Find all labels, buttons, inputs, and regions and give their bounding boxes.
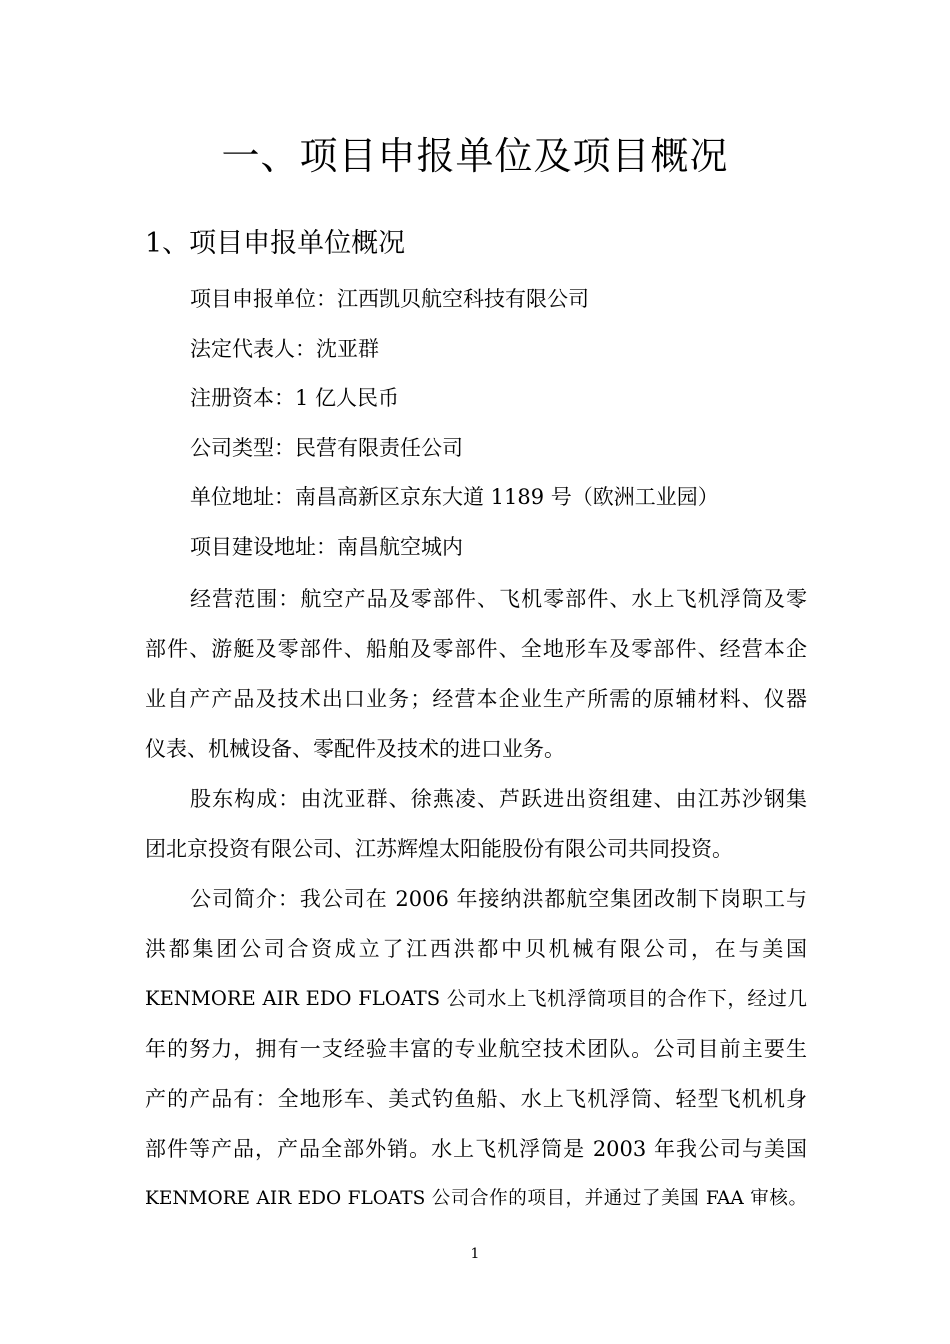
business-scope-line: 部件、游艇及零部件、船舶及零部件、全地形车及零部件、经营本企 (145, 637, 807, 661)
field-applicant: 项目申报单位：江西凯贝航空科技有限公司 (190, 287, 589, 311)
profile-line: 产的产品有：全地形车、美式钓鱼船、水上飞机浮筒、轻型飞机机身 (145, 1087, 807, 1111)
field-legal-representative: 法定代表人：沈亚群 (190, 337, 379, 361)
profile-line: KENMORE AIR EDO FLOATS 公司水上飞机浮筒项目的合作下，经过几 (145, 987, 807, 1010)
profile-line: 洪都集团公司合资成立了江西洪都中贝机械有限公司，在与美国 (145, 937, 807, 961)
page-number: 1 (470, 1246, 480, 1262)
field-registered-capital: 注册资本：1 亿人民币 (190, 386, 400, 410)
profile-line: KENMORE AIR EDO FLOATS 公司合作的项目，并通过了美国 FAA 审核。 (145, 1188, 807, 1209)
field-company-type: 公司类型：民营有限责任公司 (190, 436, 463, 460)
business-scope-line: 仪表、机械设备、零配件及技术的进口业务。 (145, 737, 565, 761)
profile-line: 年的努力，拥有一支经验丰富的专业航空技术团队。公司目前主要生 (145, 1037, 807, 1061)
shareholders-line: 股东构成：由沈亚群、徐燕凌、芦跃进出资组建、由江苏沙钢集 (190, 787, 807, 811)
document-title: 一、项目申报单位及项目概况 (221, 134, 729, 178)
business-scope-line: 经营范围：航空产品及零部件、飞机零部件、水上飞机浮筒及零 (190, 587, 807, 611)
profile-line: 公司简介：我公司在 2006 年接纳洪都航空集团改制下岗职工与 (190, 887, 807, 911)
field-construction-site: 项目建设地址：南昌航空城内 (190, 535, 463, 559)
field-address: 单位地址：南昌高新区京东大道 1189 号（欧洲工业园） (190, 485, 719, 509)
shareholders-line: 团北京投资有限公司、江苏辉煌太阳能股份有限公司共同投资。 (145, 837, 733, 861)
business-scope-line: 业自产产品及技术出口业务；经营本企业生产所需的原辅材料、仪器 (145, 687, 807, 711)
section-heading: 1、项目申报单位概况 (145, 228, 406, 259)
profile-line: 部件等产品，产品全部外销。水上飞机浮筒是 2003 年我公司与美国 (145, 1137, 807, 1161)
